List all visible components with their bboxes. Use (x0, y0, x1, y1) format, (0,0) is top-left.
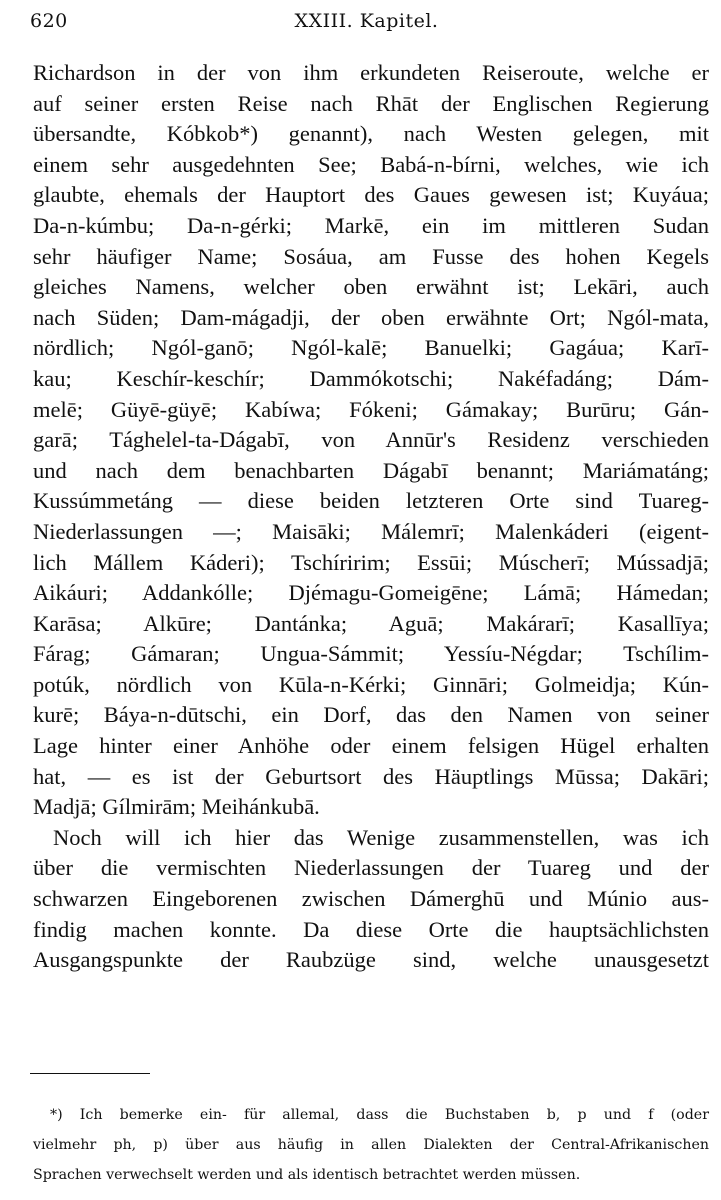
text-line: kau; Keschír-keschír; Dammókotschi; Nakéfadáng; Dám- (33, 365, 709, 391)
text-line: einem sehr ausgedehnten See; Babá-n-bírni, welches, wie ich (33, 151, 709, 177)
page-header (30, 10, 703, 40)
footnote (33, 1100, 709, 1190)
text-line: potúk, nördlich von Kūla-n-Kérki; Ginnāri; Golmeidja; Kún- (33, 671, 709, 697)
text-line: Kussúmmetáng — diese beiden letzteren Orte sind Tuareg- (33, 488, 709, 514)
text-line: Da-n-kúmbu; Da-n-gérki; Markē, ein im mittleren Sudan (33, 212, 709, 238)
text-line: nördlich; Ngól-ganō; Ngól-kalē; Banuelki; Gagáua; Karī- (33, 335, 709, 361)
text-line: auf seiner ersten Reise nach Rhāt der Englischen Regierung (33, 90, 709, 116)
text-line: sehr häufiger Name; Sosáua, am Fusse des hohen Kegels (33, 243, 709, 269)
footnote-line: *) Ich bemerke ein- für allemal, dass die Buchstaben b, p und f (oder (50, 1107, 709, 1123)
text-line: über die vermischten Niederlassungen der Tuareg und der (33, 855, 709, 881)
paragraph-first-line: Noch will ich hier das Wenige zusammenstellen, was ich (53, 824, 709, 850)
text-line: hat, — es ist der Geburtsort des Häuptlings Mūssa; Dakāri; (33, 763, 709, 789)
body-text (33, 58, 709, 976)
text-line: Fárag; Gámaran; Ungua-Sámmit; Yessíu-Négdar; Tschílim- (33, 641, 709, 667)
text-line: glaubte, ehemals der Hauptort des Gaues gewesen ist; Kuyáua; (33, 182, 709, 208)
text-line: Ausgangspunkte der Raubzüge sind, welche unausgesetzt (33, 947, 709, 973)
text-line: findig machen konnte. Da diese Orte die hauptsächlichsten (33, 916, 709, 942)
text-line: garā; Tághelel-ta-Dágabī, von Annūr's Residenz verschieden (33, 427, 709, 453)
text-line: nach Süden; Dam-mágadji, der oben erwähnte Ort; Ngól-mata, (33, 304, 709, 330)
footnote-line: Sprachen verwechselt werden und als identisch betrachtet werden müssen. (33, 1167, 581, 1183)
page-number: 620 (30, 10, 68, 32)
text-line: übersandte, Kóbkob*) genannt), nach Westen gelegen, mit (33, 121, 709, 147)
footnote-divider (30, 1073, 150, 1074)
text-line: Aikáuri; Addankólle; Djémagu-Gomeigēne; Lámā; Hámedan; (33, 580, 709, 606)
text-line: lich Mállem Káderi); Tschíririm; Essūi; Múscherī; Mússadjā; (33, 549, 709, 575)
text-line: und nach dem benachbarten Dágabī benannt; Mariámatáng; (33, 457, 709, 483)
text-line: Richardson in der von ihm erkundeten Reiseroute, welche er (33, 60, 709, 85)
text-line: melē; Güyē-güyē; Kabíwa; Fókeni; Gámakay; Burūru; Gán- (33, 396, 709, 422)
text-line: Karāsa; Alkūre; Dantánka; Aguā; Makárarī; Kasallīya; (33, 610, 709, 636)
text-line: schwarzen Eingeborenen zwischen Dámerghū und Múnio aus- (33, 886, 709, 912)
text-line: Lage hinter einer Anhöhe oder einem felsigen Hügel erhalten (33, 733, 709, 759)
text-line: kurē; Báya-n-dūtschi, ein Dorf, das den Namen von seiner (33, 702, 709, 728)
text-line: Niederlassungen —; Maisāki; Málemrī; Malenkáderi (eigent- (33, 518, 709, 544)
text-line: gleiches Namens, welcher oben erwähnt ist; Lekāri, auch (33, 274, 709, 300)
footnote-line: vielmehr ph, p) über aus häufig in allen Dialekten der Central-Afrikanischen (33, 1137, 709, 1153)
running-title: XXIII. Kapitel. (294, 10, 439, 32)
paragraph-last-line: Madjā; Gílmirām; Meihánkubā. (33, 794, 320, 820)
